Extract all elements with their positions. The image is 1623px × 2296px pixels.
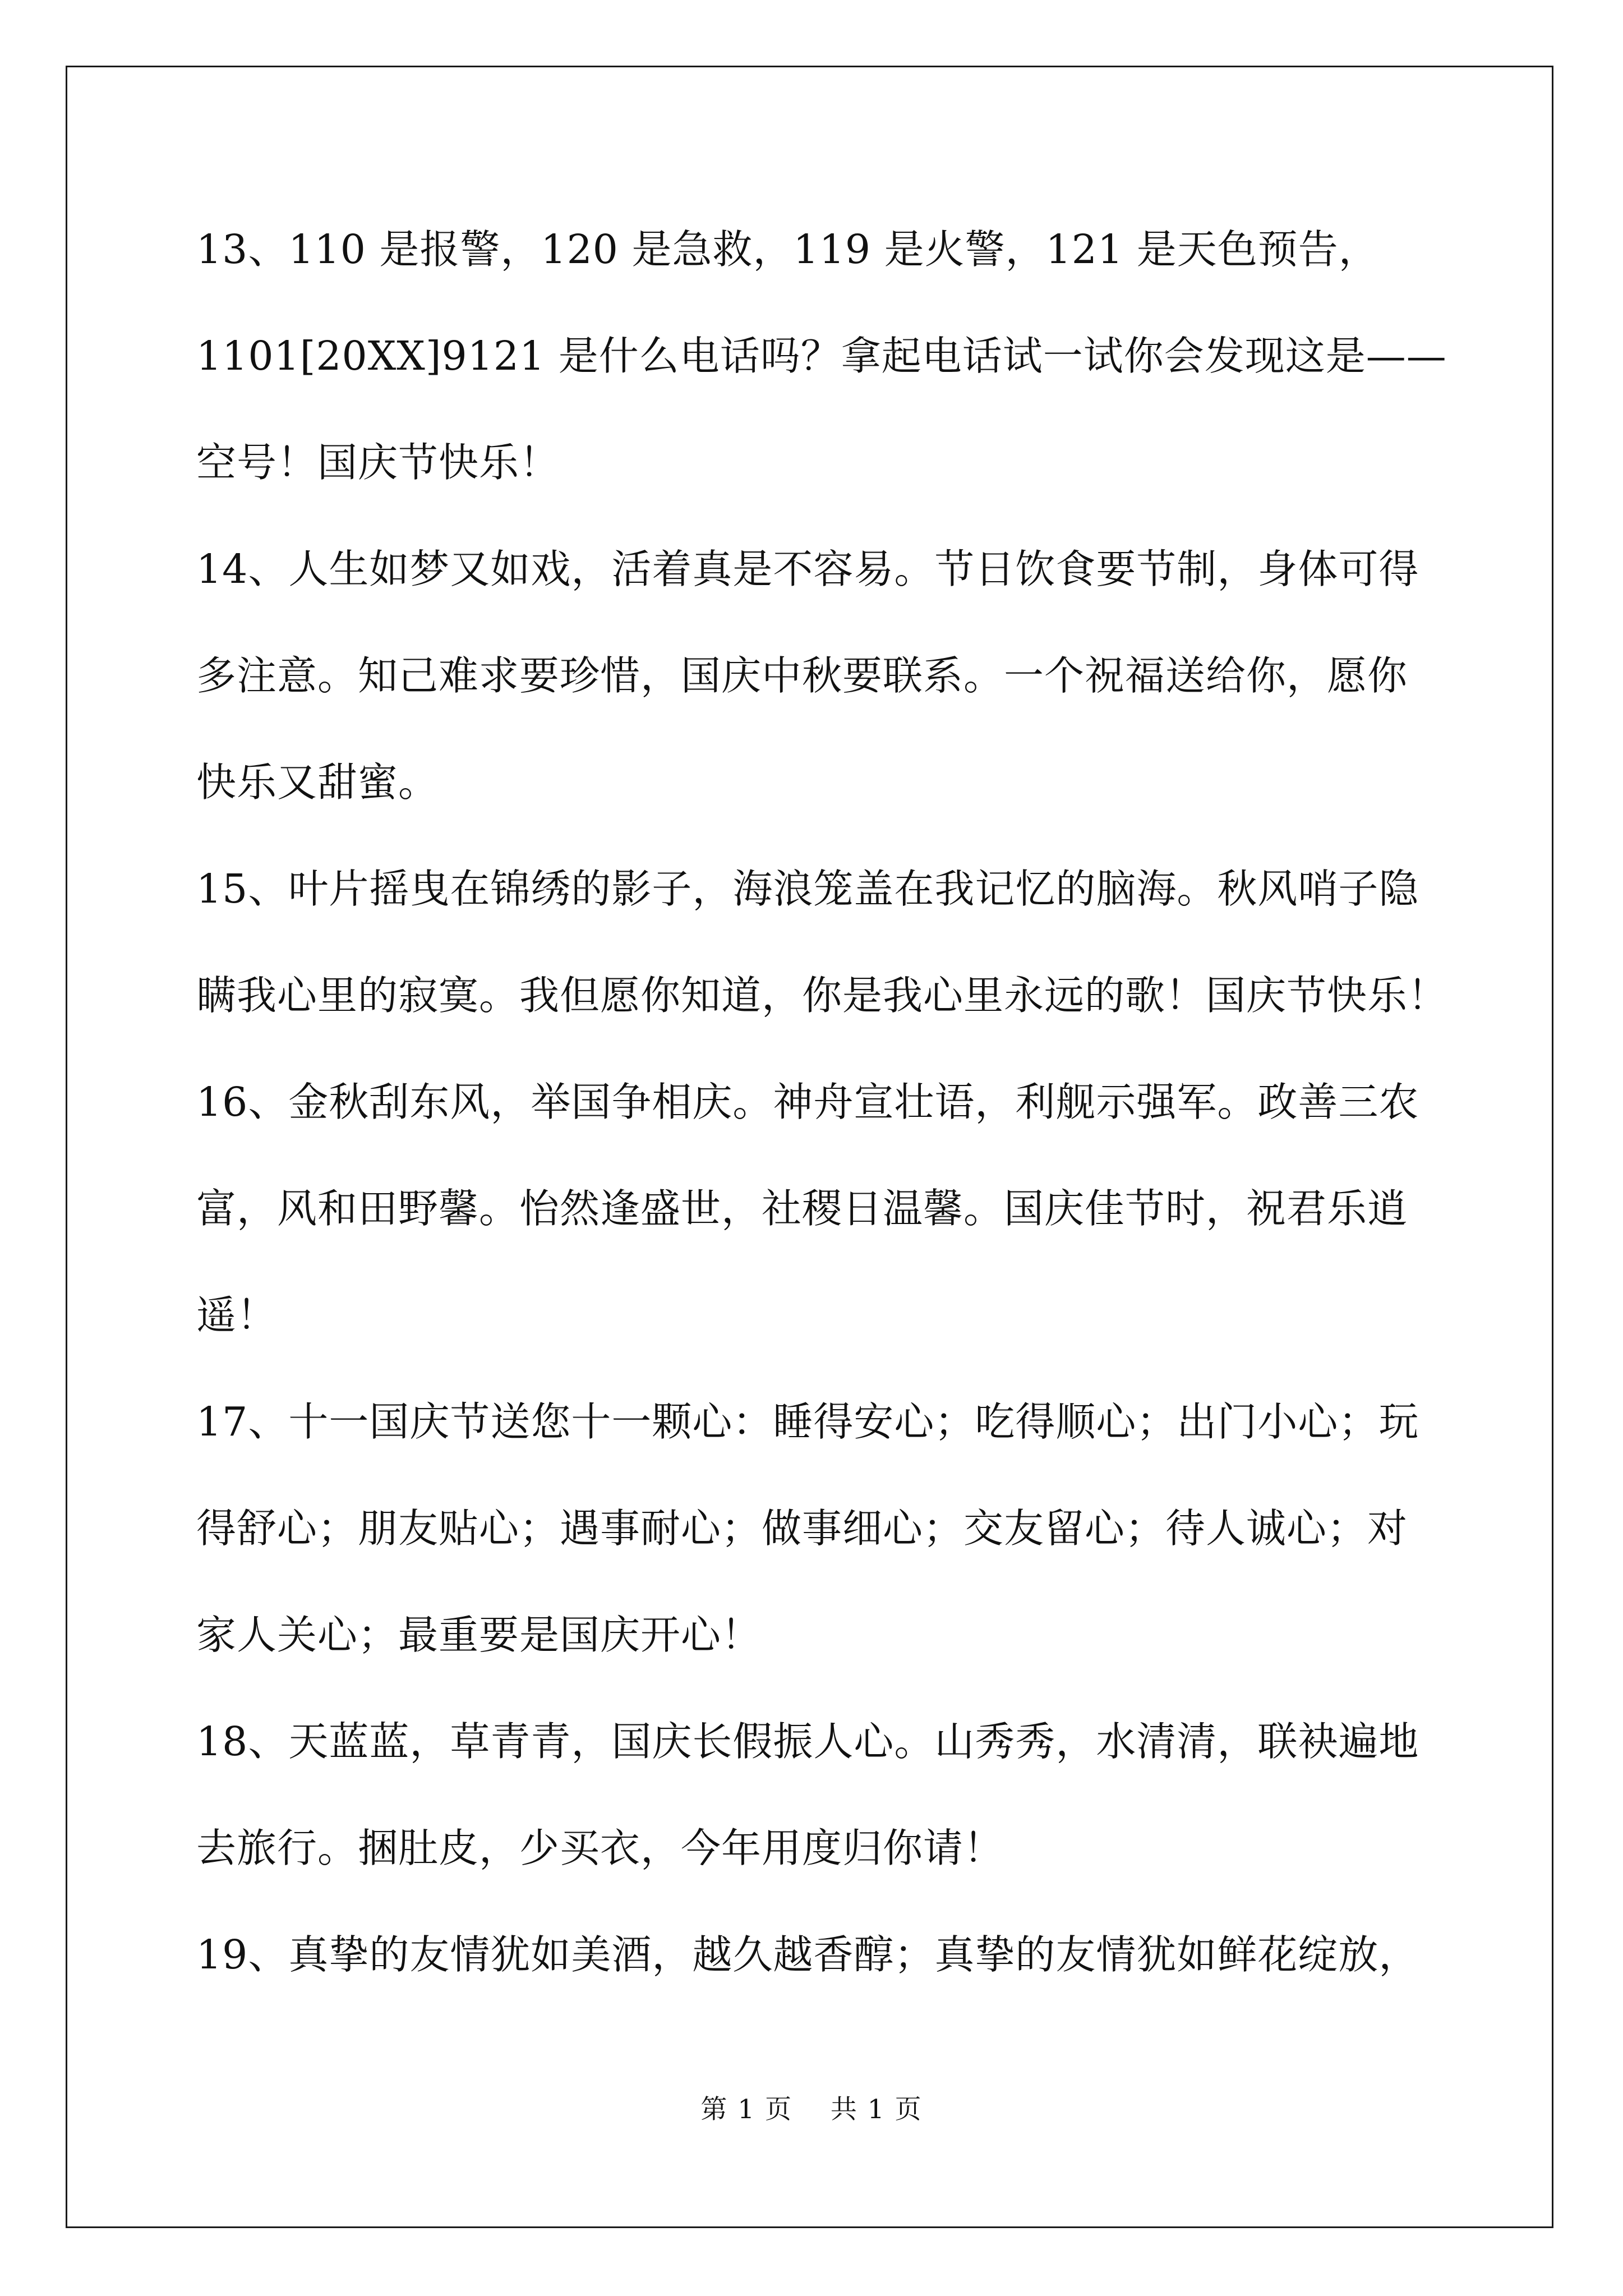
text-line: 快乐又甜蜜。 [196,759,439,806]
text-line: 瞒我心里的寂寞。我但愿你知道，你是我心里永远的歌！国庆节快乐！ [196,972,1449,1019]
text-line: 17、十一国庆节送您十一颗心：睡得安心；吃得顺心；出门小心；玩 [196,1398,1419,1445]
text-line: 多注意。知己难求要珍惜，国庆中秋要联系。一个祝福送给你，愿你 [196,652,1408,699]
text-line: 去旅行。捆肚皮，少买衣，今年用度归你请！ [196,1825,1004,1871]
text-line: 14、人生如梦又如戏，活着真是不容易。节日饮食要节制，身体可得 [196,546,1419,592]
text-line: 16、金秋刮东风，举国争相庆。神舟宣壮语，利舰示强军。政善三农 [196,1079,1419,1125]
text-line: 得舒心；朋友贴心；遇事耐心；做事细心；交友留心；待人诚心；对 [196,1505,1408,1552]
text-line: 富，风和田野馨。怡然逢盛世，社稷日温馨。国庆佳节时，祝君乐逍 [196,1185,1408,1232]
text-line: 18、天蓝蓝，草青青，国庆长假振人心。山秀秀，水清清，联袂遍地 [196,1718,1419,1765]
text-line: 遥！ [196,1292,278,1338]
text-line: 空号！国庆节快乐！ [196,439,560,486]
text-line: 13、110 是报警，120 是急救，119 是火警，121 是天色预告， [196,226,1379,273]
text-line: 19、真挚的友情犹如美酒，越久越香醇；真挚的友情犹如鲜花绽放， [196,1931,1419,1978]
page-footer [0,2093,1623,2127]
text-line: 家人关心；最重要是国庆开心！ [196,1612,762,1658]
page-number-label: 第 1 页 共 1 页 [700,2094,923,2125]
document-body [196,216,1449,2028]
text-line: 1101[20XX]9121 是什么电话吗？拿起电话试一试你会发现这是—— [196,333,1447,379]
text-line: 15、叶片摇曳在锦绣的影子，海浪笼盖在我记忆的脑海。秋风哨子隐 [196,866,1419,912]
